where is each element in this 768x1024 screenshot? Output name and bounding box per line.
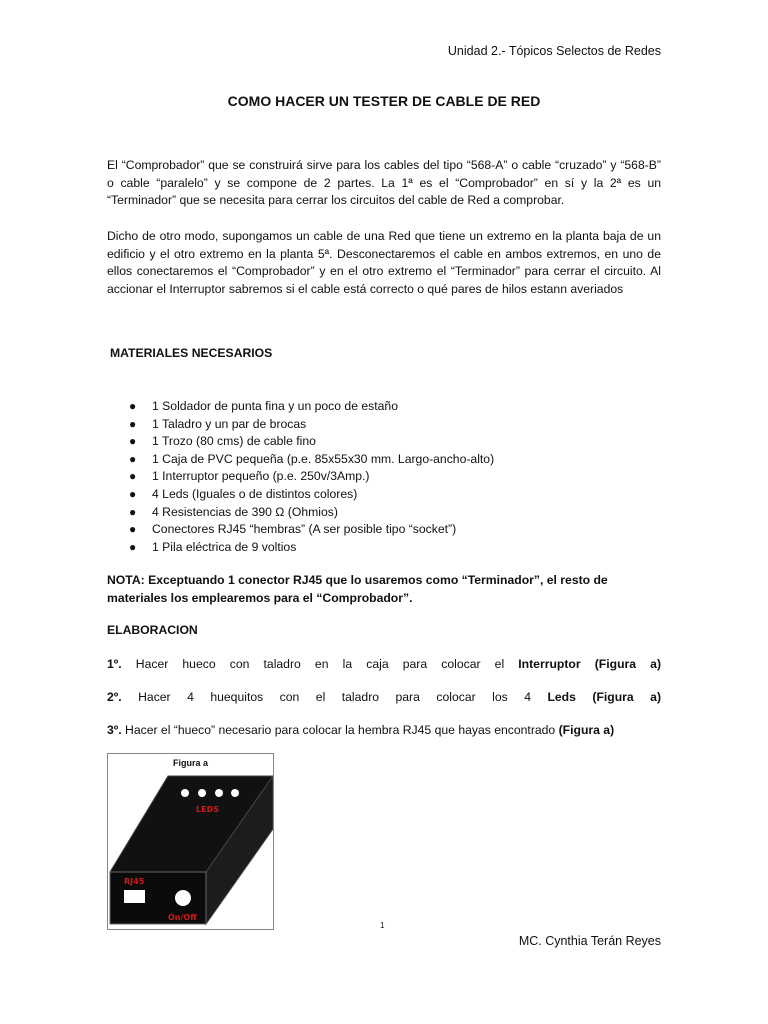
figure-title: Figura a — [172, 758, 208, 768]
step-text: Hacer hueco con taladro en la caja para colocar el — [135, 657, 505, 671]
list-item: ● 1 Pila eléctrica de 9 voltios — [107, 539, 494, 557]
step-keyword: Interruptor — [518, 657, 581, 671]
bullet-icon: ● — [129, 434, 137, 449]
figure-a — [107, 753, 274, 930]
list-item: ● 1 Taladro y un par de brocas — [107, 416, 494, 434]
page-footer-author: MC. Cynthia Terán Reyes — [518, 934, 661, 948]
leds-label: LEDS — [196, 805, 219, 814]
step-1 — [107, 657, 661, 671]
step-2 — [107, 690, 661, 704]
bullet-icon: ● — [129, 539, 137, 554]
list-item: ● 1 Trozo (80 cms) de cable fino — [107, 433, 494, 451]
rj45-port-icon — [124, 890, 145, 903]
step-number: 2º. — [107, 690, 122, 704]
step-text: Hacer 4 huequitos con el taladro para colocar los 4 — [138, 690, 531, 704]
figure-reference: (Figura a) — [594, 657, 662, 671]
step-text: Hacer el “hueco” necesario para colocar la hembra RJ45 que hayas encontrado — [125, 723, 556, 737]
page-header: Unidad 2.- Tópicos Selectos de Redes — [447, 44, 661, 58]
rj45-label: RJ45 — [124, 877, 145, 886]
bullet-icon: ● — [129, 522, 137, 537]
materials-heading: MATERIALES NECESARIOS — [110, 346, 273, 360]
document-title: COMO HACER UN TESTER DE CABLE DE RED — [227, 93, 541, 109]
explanation-paragraph: Dicho de otro modo, supongamos un cable de una Red que tiene un extremo en la planta baja de un edificio y el otro extremo en la planta 5ª. Desconectaremos el cable en ambos extremos, en uno de ellos conectaremos el “Comprobador” y en el otro extremo el “Terminador” para cerrar el circuito. Al accionar el Interruptor sabremos si el cable está correcto o qué pares de hilos estann averiados — [107, 229, 661, 296]
bullet-icon: ● — [129, 451, 137, 466]
switch-icon — [175, 890, 191, 906]
figure-reference: (Figura a) — [592, 690, 662, 704]
list-item: ● 1 Soldador de punta fina y un poco de estaño — [107, 398, 494, 416]
materials-list — [107, 398, 494, 556]
list-item: ● 1 Interruptor pequeño (p.e. 250v/3Amp.) — [107, 468, 494, 486]
led-icon — [231, 789, 239, 797]
led-icon — [181, 789, 189, 797]
bullet-icon: ● — [129, 399, 137, 413]
switch-label: On/Off — [168, 913, 197, 922]
step-keyword: Leds — [547, 690, 576, 704]
led-icon — [215, 789, 223, 797]
elaboration-heading: ELABORACION — [107, 623, 198, 637]
step-number: 1º. — [107, 657, 122, 671]
step-3 — [107, 723, 661, 737]
figure-reference: (Figura a) — [558, 723, 615, 737]
bullet-icon: ● — [129, 469, 137, 484]
step-number: 3º. — [107, 723, 122, 737]
page-number: 1 — [380, 921, 385, 930]
bullet-icon: ● — [129, 504, 137, 519]
list-item: ● 4 Leds (Iguales o de distintos colores) — [107, 486, 494, 504]
tester-box-illustration — [108, 754, 273, 929]
bullet-icon: ● — [129, 486, 137, 501]
list-item: ● 4 Resistencias de 390 Ω (Ohmios) — [107, 504, 494, 522]
list-item: ● 1 Caja de PVC pequeña (p.e. 85x55x30 mm. Largo-ancho-alto) — [107, 451, 494, 469]
intro-paragraph: El “Comprobador” que se construirá sirve para los cables del tipo “568-A” o cable “cruzado” y “568-B” o cable “paralelo” y se compone de 2 partes. La 1ª es el “Comprobador” en sí y la 2ª es un “Terminador” que se necesita para cerrar los circuitos del cable de Red a comprobar. — [107, 158, 661, 208]
bullet-icon: ● — [129, 416, 137, 431]
list-item: ● Conectores RJ45 “hembras” (A ser posible tipo “socket”) — [107, 521, 494, 539]
note-paragraph: NOTA: Exceptuando 1 conector RJ45 que lo usaremos como “Terminador”, el resto de materiales los emplearemos para el “Comprobador”. — [107, 573, 608, 605]
led-icon — [198, 789, 206, 797]
